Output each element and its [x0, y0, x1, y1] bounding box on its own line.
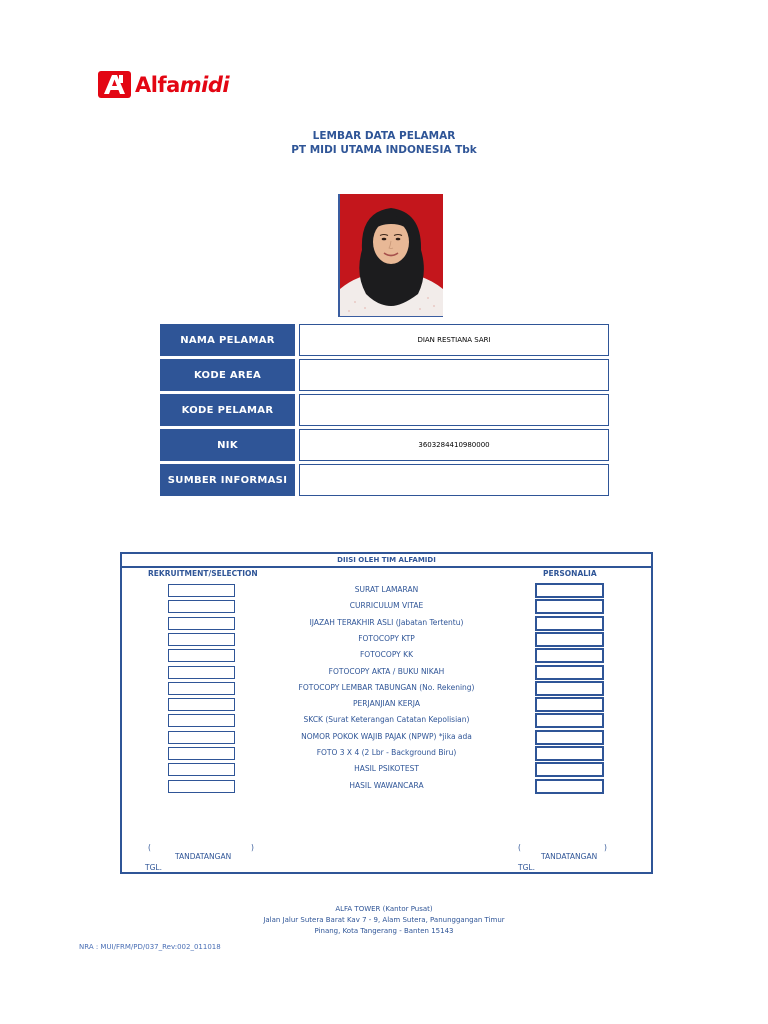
- field-kode-pelamar[interactable]: [299, 394, 609, 426]
- form-reference-number: NRA : MUI/FRM/PD/037_Rev:002_011018: [79, 943, 221, 951]
- personalia-checkbox[interactable]: [535, 779, 604, 794]
- alfamidi-logo: [98, 71, 229, 98]
- checklist-item-label: NOMOR POKOK WAJIB PAJAK (NPWP) *jika ada: [301, 732, 472, 741]
- right-signature-label: TANDATANGAN: [541, 852, 598, 861]
- field-sumber-informasi[interactable]: [299, 464, 609, 496]
- rekruitment-column-header: REKRUITMENT/SELECTION: [148, 569, 258, 578]
- left-signature-label: TANDATANGAN: [175, 852, 232, 861]
- footer-office: ALFA TOWER (Kantor Pusat): [335, 905, 433, 913]
- logo-word-alfa: Alfa: [135, 72, 180, 97]
- checklist-item-label: SKCK (Surat Keterangan Catatan Kepolisian): [303, 715, 470, 724]
- footer-address-2: Pinang, Kota Tangerang - Banten 15143: [314, 927, 454, 935]
- personalia-checkbox[interactable]: [535, 648, 604, 663]
- checklist-item-label: FOTO 3 X 4 (2 Lbr - Background Biru): [316, 748, 457, 757]
- checklist-header: DIISI OLEH TIM ALFAMIDI: [122, 554, 651, 568]
- left-signature-open: (: [148, 843, 151, 852]
- applicant-photo: [338, 194, 443, 317]
- form-title: LEMBAR DATA PELAMAR: [312, 130, 456, 142]
- right-signature-date: TGL.: [518, 863, 535, 872]
- label-kode-area: KODE AREA: [160, 359, 295, 391]
- checklist-item-label: FOTOCOPY KK: [359, 650, 413, 659]
- footer-address-1: Jalan Jalur Sutera Barat Kav 7 - 9, Alam Sutera, Panunggangan Timur: [263, 916, 505, 924]
- document-checklist: [120, 552, 653, 874]
- personalia-checkbox[interactable]: [535, 583, 604, 598]
- checklist-item-label: HASIL WAWANCARA: [349, 781, 424, 790]
- personalia-checkbox[interactable]: [535, 746, 604, 761]
- field-nama-pelamar[interactable]: DIAN RESTIANA SARI: [299, 324, 609, 356]
- personalia-checkbox[interactable]: [535, 665, 604, 680]
- right-signature-close: ): [604, 843, 607, 852]
- personalia-checkbox[interactable]: [535, 762, 604, 777]
- left-signature-close: ): [251, 843, 254, 852]
- personalia-checkbox[interactable]: [535, 713, 604, 728]
- label-nik: NIK: [160, 429, 295, 461]
- logo-word-midi: midi: [179, 72, 230, 97]
- personalia-checkbox[interactable]: [535, 599, 604, 614]
- checklist-item-label: FOTOCOPY AKTA / BUKU NIKAH: [328, 667, 445, 676]
- personalia-checkbox[interactable]: [535, 681, 604, 696]
- personalia-column-header: PERSONALIA: [543, 569, 597, 578]
- checklist-item-label: FOTOCOPY LEMBAR TABUNGAN (No. Rekening): [298, 683, 475, 692]
- right-signature-open: (: [518, 843, 521, 852]
- label-sumber-informasi: SUMBER INFORMASI: [160, 464, 295, 496]
- label-nama-pelamar: NAMA PELAMAR: [160, 324, 295, 356]
- personalia-checkbox[interactable]: [535, 697, 604, 712]
- checklist-item-label: FOTOCOPY KTP: [358, 634, 415, 643]
- checklist-item-label: HASIL PSIKOTEST: [354, 764, 419, 773]
- field-kode-area[interactable]: [299, 359, 609, 391]
- checklist-item-label: CURRICULUM VITAE: [349, 601, 424, 610]
- personalia-checkbox[interactable]: [535, 730, 604, 745]
- personalia-checkbox[interactable]: [535, 632, 604, 647]
- logo-wordmark: [135, 73, 229, 97]
- alfamidi-logo-icon: [98, 71, 131, 98]
- company-title: PT MIDI UTAMA INDONESIA Tbk: [291, 144, 477, 156]
- left-signature-date: TGL.: [145, 863, 162, 872]
- checklist-item-label: SURAT LAMARAN: [354, 585, 419, 594]
- field-nik[interactable]: 3603284410980000: [299, 429, 609, 461]
- checklist-item-label: PERJANJIAN KERJA: [353, 699, 420, 708]
- label-kode-pelamar: KODE PELAMAR: [160, 394, 295, 426]
- personalia-checkbox[interactable]: [535, 616, 604, 631]
- checklist-item-label: IJAZAH TERAKHIR ASLI (Jabatan Tertentu): [309, 618, 464, 627]
